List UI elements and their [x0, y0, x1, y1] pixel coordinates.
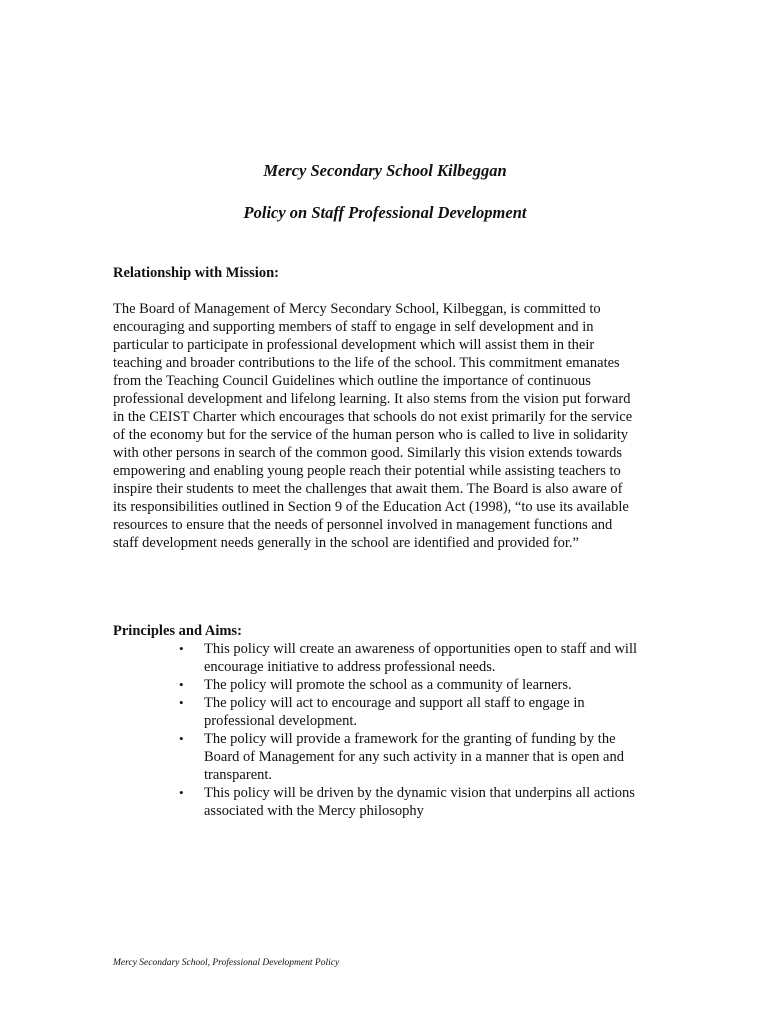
document-title: Mercy Secondary School Kilbeggan — [263, 161, 507, 180]
bullet-icon: • — [179, 731, 184, 746]
list-item — [177, 640, 667, 676]
list-item-line: Board of Management for any such activity in a manner that is open and — [204, 749, 624, 765]
list-item-line: The policy will provide a framework for the granting of funding by the — [204, 731, 616, 747]
list-item — [177, 676, 667, 694]
mission-line: encouraging and supporting members of staff to engage in self development and in — [113, 319, 594, 335]
mission-line: empowering and enabling young people reach their potential while assisting teachers to — [113, 463, 621, 479]
list-item-line: encourage initiative to address professional needs. — [204, 659, 496, 675]
mission-line: The Board of Management of Mercy Secondary School, Kilbeggan, is committed to — [113, 301, 601, 317]
mission-paragraph — [113, 300, 658, 552]
mission-line: its responsibilities outlined in Section 9 of the Education Act (1998), “to use its available — [113, 499, 629, 515]
mission-line: with other persons in search of the common good. Similarly this vision extends towards — [113, 445, 623, 461]
principles-heading: Principles and Aims: — [113, 623, 242, 639]
mission-line: inspire their students to meet the challenges that await them. The Board is also aware of — [113, 481, 623, 497]
mission-line: professional development and lifelong learning. It also stems from the vision put forward — [113, 391, 631, 407]
list-item — [177, 730, 667, 784]
list-item-line: transparent. — [204, 767, 273, 783]
mission-line: resources to ensure that the needs of personnel involved in management functions and — [113, 517, 613, 533]
bullet-icon: • — [179, 641, 184, 656]
mission-line: of the economy but for the service of the human person who is called to live in solidarity — [113, 427, 629, 443]
mission-line: in the CEIST Charter which encourages that schools do not exist primarily for the service — [113, 409, 633, 425]
mission-line: from the Teaching Council Guidelines which outline the importance of continuous — [113, 373, 591, 389]
mission-heading: Relationship with Mission: — [113, 265, 279, 281]
list-item-line: professional development. — [204, 713, 358, 729]
list-item-line: This policy will create an awareness of opportunities open to staff and will — [204, 641, 638, 657]
document-subtitle: Policy on Staff Professional Development — [243, 203, 527, 222]
list-item-line: associated with the Mercy philosophy — [204, 803, 424, 819]
mission-line: particular to participate in professional development which will assist them in their — [113, 337, 595, 353]
list-item — [177, 694, 667, 730]
list-item — [177, 784, 667, 820]
list-item-line: The policy will promote the school as a community of learners. — [204, 677, 572, 693]
mission-line: teaching and broader contributions to the life of the school. This commitment emanates — [113, 355, 620, 371]
bullet-icon: • — [179, 785, 184, 800]
bullet-icon: • — [179, 677, 184, 692]
bullet-icon: • — [179, 695, 184, 710]
principles-list — [177, 640, 667, 820]
list-item-line: The policy will act to encourage and support all staff to engage in — [204, 695, 585, 711]
page-footer: Mercy Secondary School, Professional Development Policy — [113, 958, 340, 968]
mission-line: staff development needs generally in the school are identified and provided for.” — [113, 535, 579, 551]
list-item-line: This policy will be driven by the dynamic vision that underpins all actions — [204, 785, 635, 801]
